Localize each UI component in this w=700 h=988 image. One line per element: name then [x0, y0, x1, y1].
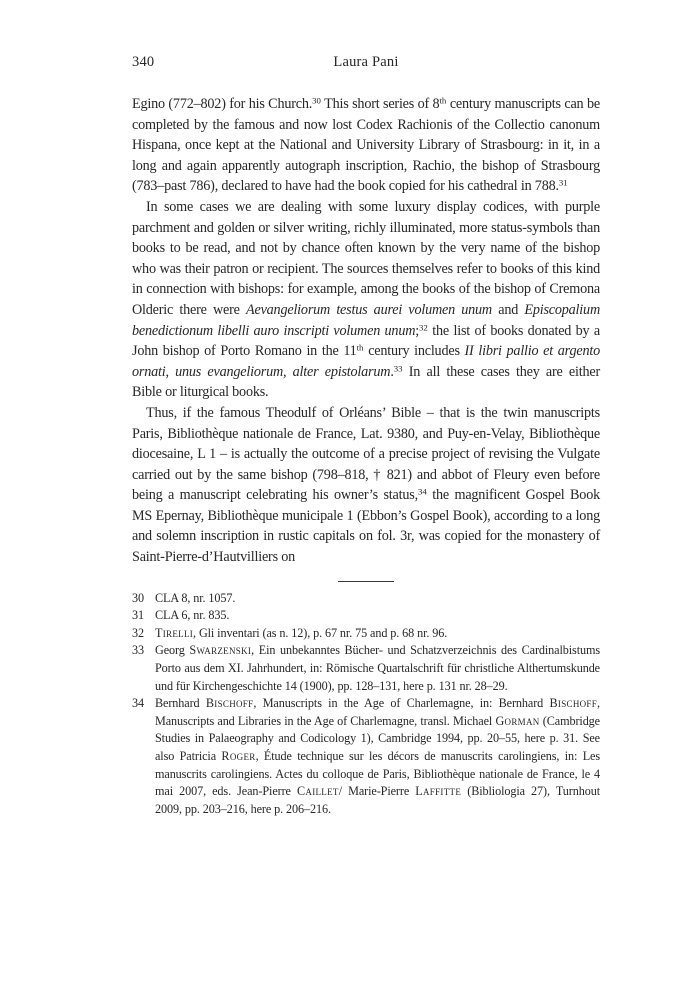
- body-text: [132, 94, 600, 568]
- footnote-text: CLA 8, nr. 1057.: [155, 590, 236, 605]
- footnote: [132, 625, 600, 643]
- paragraph: Egino (772–802) for his Church.$^{30}$ This short series of 8th century manuscripts can be completed by the famous and now lost Codex Rachionis of the Collectio canonum Hispana, once kept at the National and University Library of Strasbourg: in it, in a long and again apparently autograph inscription, Rachio, the bishop of Strasbourg (783–past 786), declared to have had the book copied for his cathedral in 788.31: [132, 95, 600, 195]
- paragraph: Thus, if the famous Theodulf of Orléans’ Bible – that is the twin manuscripts Paris, Bibliothèque nationale de France, Lat. 9380, and Puy-en-Velay, Bibliothèque diocesaine, L 1 – is actually the outcome of a precise project of revising the Vulgate carried out by the same bishop (798–818, † 821) and abbot of Fleury even before being a manuscript celebrating his owner’s status,$^{34}$ the magnificent Gospel Book MS Epernay, Bibliothèque municipale 1 (Ebbon’s Gospel Book), according to a long and solemn inscription in rustic capitals on fol. 3r, was copied for the monastery of Saint-Pierre-d’Hautvilliers on: [132, 404, 600, 566]
- footnote-number: 34: [132, 696, 144, 711]
- footnote-text: CLA 6, nr. 835.: [155, 608, 230, 623]
- footnote-number: 32: [132, 625, 144, 640]
- footnote-separator: [338, 581, 394, 582]
- footnotes: [132, 590, 600, 819]
- footnote-number: 33: [132, 643, 144, 658]
- footnote: [132, 695, 600, 818]
- paragraph: In some cases we are dealing with some luxury display codices, with purple parchment and golden or silver writing, richly illuminated, more status-symbols than books to be read, and not by chance often known by the very name of the bishop who was their patron or recipient. The sources themselves refer to books of this kind in connection with bishops: for example, among the books of the bishop of Cremona Olderic there were Aevangeliorum testus aurei volumen unum and Episcopalium benedictionum libelli auro inscripti volumen unum;$^{32}$ the list of books donated by a John bishop of Porto Romano in the 11th century includes II libri pallio et argento ornati, unus evangeliorum, alter epistolarum.$^{33}$ In all these cases they are either Bible or liturgical books.: [132, 198, 601, 401]
- footnote: [132, 590, 600, 608]
- text-block: [132, 54, 600, 818]
- footnote-text: Georg Swarzenski, Ein unbekanntes Bücher- und Schatzverzeichnis des Cardinalbistums Porto aus dem XI. Jahrhundert, in: Römische Quartalschrift für christliche Althertumskunde und für Kirchengeschichte 14 (1900), pp. 128–131, here p. 131 nr. 28–29.: [155, 643, 600, 693]
- footnote-text: Tirelli, Gli inventari (as n. 12), p. 67 nr. 75 and p. 68 nr. 96.: [155, 625, 448, 640]
- footnote-number: 30: [132, 590, 144, 605]
- footnote: [132, 607, 600, 625]
- running-head: Laura Pani: [333, 54, 399, 70]
- footnote-text: Bernhard Bischoff, Manuscripts in the Age of Charlemagne, in: Bernhard Bischoff, Manuscripts and Libraries in the Age of Charlemagne, transl. Michael Gorman (Cambridge Studies in Palaeography and Codicology 1), Cambridge 1994, pp. 20–55, here p. 31. See also Patricia Roger, Étude technique sur les décors de manuscrits carolingiens, in: Les manuscrits carolingiens. Actes du colloque de Paris, Bibliothèque nationale de France, le 4 mai 2007, eds. Jean-Pierre Caillet/ Marie-Pierre Laffitte (Bibliologia 27), Turnhout 2009, pp. 203–216, here p. 206–216.: [155, 696, 600, 816]
- page-header: [132, 54, 600, 74]
- page-number: 340: [132, 54, 155, 70]
- footnote-number: 31: [132, 608, 144, 623]
- footnote: [132, 642, 600, 695]
